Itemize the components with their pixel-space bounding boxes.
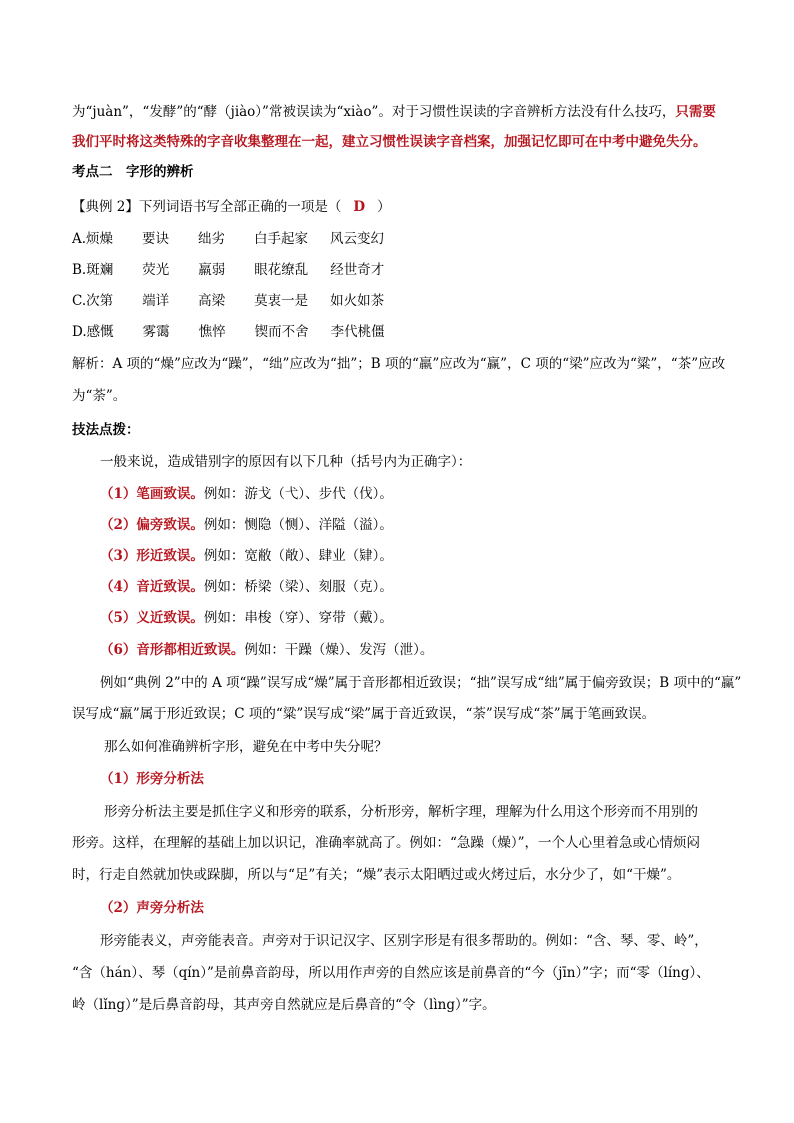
example-suffix: ）	[377, 199, 391, 215]
option-word: 李代桃僵	[330, 324, 385, 340]
tips-intro: 一般来说，造成错别字的原因有以下几种（括号内为正确字）：	[100, 454, 472, 470]
example-prefix: 【典例 2】下列词语书写全部正确的一项是（	[72, 199, 342, 215]
option-word: 烦燥	[86, 231, 114, 247]
section-title: 考点二 字形的辨析	[72, 164, 194, 180]
option-word: 如火如茶	[330, 293, 385, 309]
option-word: 绌劣	[198, 231, 226, 247]
tips-title: 技法点拨：	[72, 422, 140, 438]
tips-question: 那么如何准确辨析字形，避免在中考中失分呢？	[104, 739, 388, 755]
intro-line-2: 我们平时将这类特殊的字音收集整理在一起，建立习惯性误读字音档案，加强记忆即可在中考中避免失分。	[72, 134, 707, 150]
option-word: 风云变幻	[330, 231, 385, 247]
cause-label: （5）义近致误。	[100, 610, 204, 626]
cause-label: （1）笔画致误。	[100, 486, 204, 502]
cause-item	[100, 546, 393, 566]
intro-highlight: 只需要	[675, 104, 716, 120]
option-word: 感慨	[86, 324, 114, 340]
option-word: 端详	[142, 293, 170, 309]
method-2-title: （2）声旁分析法	[100, 900, 204, 916]
option-word: 高梁	[198, 293, 226, 309]
cause-label: （6）音形都相近致误。	[100, 642, 245, 658]
option-word: 斑斓	[86, 262, 114, 278]
option-d	[72, 322, 385, 342]
cause-label: （3）形近致误。	[100, 548, 204, 564]
cause-text: 例如：桥梁（梁）、刻服（克）。	[203, 579, 393, 595]
analysis-line-2: 为“荼”。	[72, 388, 127, 404]
option-word: 锲而不舍	[254, 324, 309, 340]
option-label: C.	[72, 293, 87, 309]
option-word: 憔悴	[198, 324, 226, 340]
cause-label: （2）偏旁致误。	[100, 517, 204, 533]
example-answer: D	[353, 199, 366, 215]
option-word: 羸弱	[198, 262, 226, 278]
method-1-line-2: 形旁。这样，在理解的基础上加以识记，准确率就高了。例如：“急躁（燥）”，一个人心里着急或心情烦闷	[72, 835, 701, 851]
cause-label: （4）音近致误。	[100, 579, 204, 595]
option-label: A.	[72, 231, 87, 247]
cause-item	[100, 515, 393, 535]
cause-text: 例如：宽敝（敞）、肆业（肄）。	[203, 548, 393, 564]
method-1-line-1: 形旁分析法主要是抓住字义和形旁的联系，分析形旁，解析字理，理解为什么用这个形旁而不用别的	[104, 804, 698, 820]
cause-item	[100, 484, 393, 504]
cause-item	[100, 577, 393, 597]
tips-example-line-2: 误写成“羸”属于形近致误；C 项的“粱”误写成“梁”属于音近致误，“荼”误写成“茶”属于笔画致误。	[72, 706, 656, 722]
method-1-line-3: 时，行走自然就加快或跺脚，所以与“足”有关；“燥”表示太阳晒过或火烤过后，水分少了，如“干燥”。	[72, 867, 681, 883]
cause-item	[100, 640, 433, 660]
cause-text: 例如：恻隐（恻）、洋隘（溢）。	[203, 517, 393, 533]
tips-example-line-1: 例如“典例 2”中的 A 项“躁”误写成“燥”属于音形都相近致误；“拙”误写成“绌”属于偏旁致误；B 项中的“赢”	[100, 675, 742, 691]
option-word: 经世奇才	[330, 262, 385, 278]
example-question	[72, 197, 391, 217]
option-word: 眼花缭乱	[254, 262, 309, 278]
intro-text: 为“juàn”，“发酵”的“酵（jiào）”常被误读为“xiào”。对于习惯性误读的字音辨析方法没有什么技巧，	[72, 104, 676, 120]
option-c	[72, 291, 384, 311]
option-word: 白手起家	[254, 231, 309, 247]
analysis-line-1: 解析：A 项的“燥”应改为“躁”，“绌”应改为“拙”；B 项的“羸”应改为“赢”，C 项的“梁”应改为“粱”，“茶”应改	[72, 356, 726, 372]
option-b	[72, 260, 384, 280]
cause-text: 例如：游戈（弋）、步代（伐）。	[203, 486, 393, 502]
option-label: B.	[72, 262, 87, 278]
option-word: 要诀	[142, 231, 170, 247]
option-word: 雾霭	[142, 324, 170, 340]
method-1-title: （1）形旁分析法	[100, 771, 204, 787]
method-2-line-1: 形旁能表义，声旁能表音。声旁对于识记汉字、区别字形是有很多帮助的。例如：“含、琴、零、岭”，	[100, 933, 708, 949]
option-word: 荧光	[142, 262, 170, 278]
cause-item	[100, 608, 393, 628]
intro-line-1	[72, 102, 716, 122]
cause-text: 例如：干躁（燥）、发泻（泄）。	[244, 642, 434, 658]
option-a	[72, 229, 384, 249]
method-2-line-3: 岭（lǐng）”是后鼻音韵母，其声旁自然就应是后鼻音的“令（lìng）”字。	[72, 997, 496, 1013]
option-word: 次第	[86, 293, 114, 309]
option-label: D.	[72, 324, 87, 340]
method-2-line-2: “含（hán）、琴（qín）”是前鼻音韵母，所以用作声旁的自然应该是前鼻音的“今（jīn）”字；而“零（líng）、	[72, 965, 710, 981]
option-word: 莫衷一是	[254, 293, 309, 309]
cause-text: 例如：串梭（穿）、穿带（戴）。	[203, 610, 393, 626]
